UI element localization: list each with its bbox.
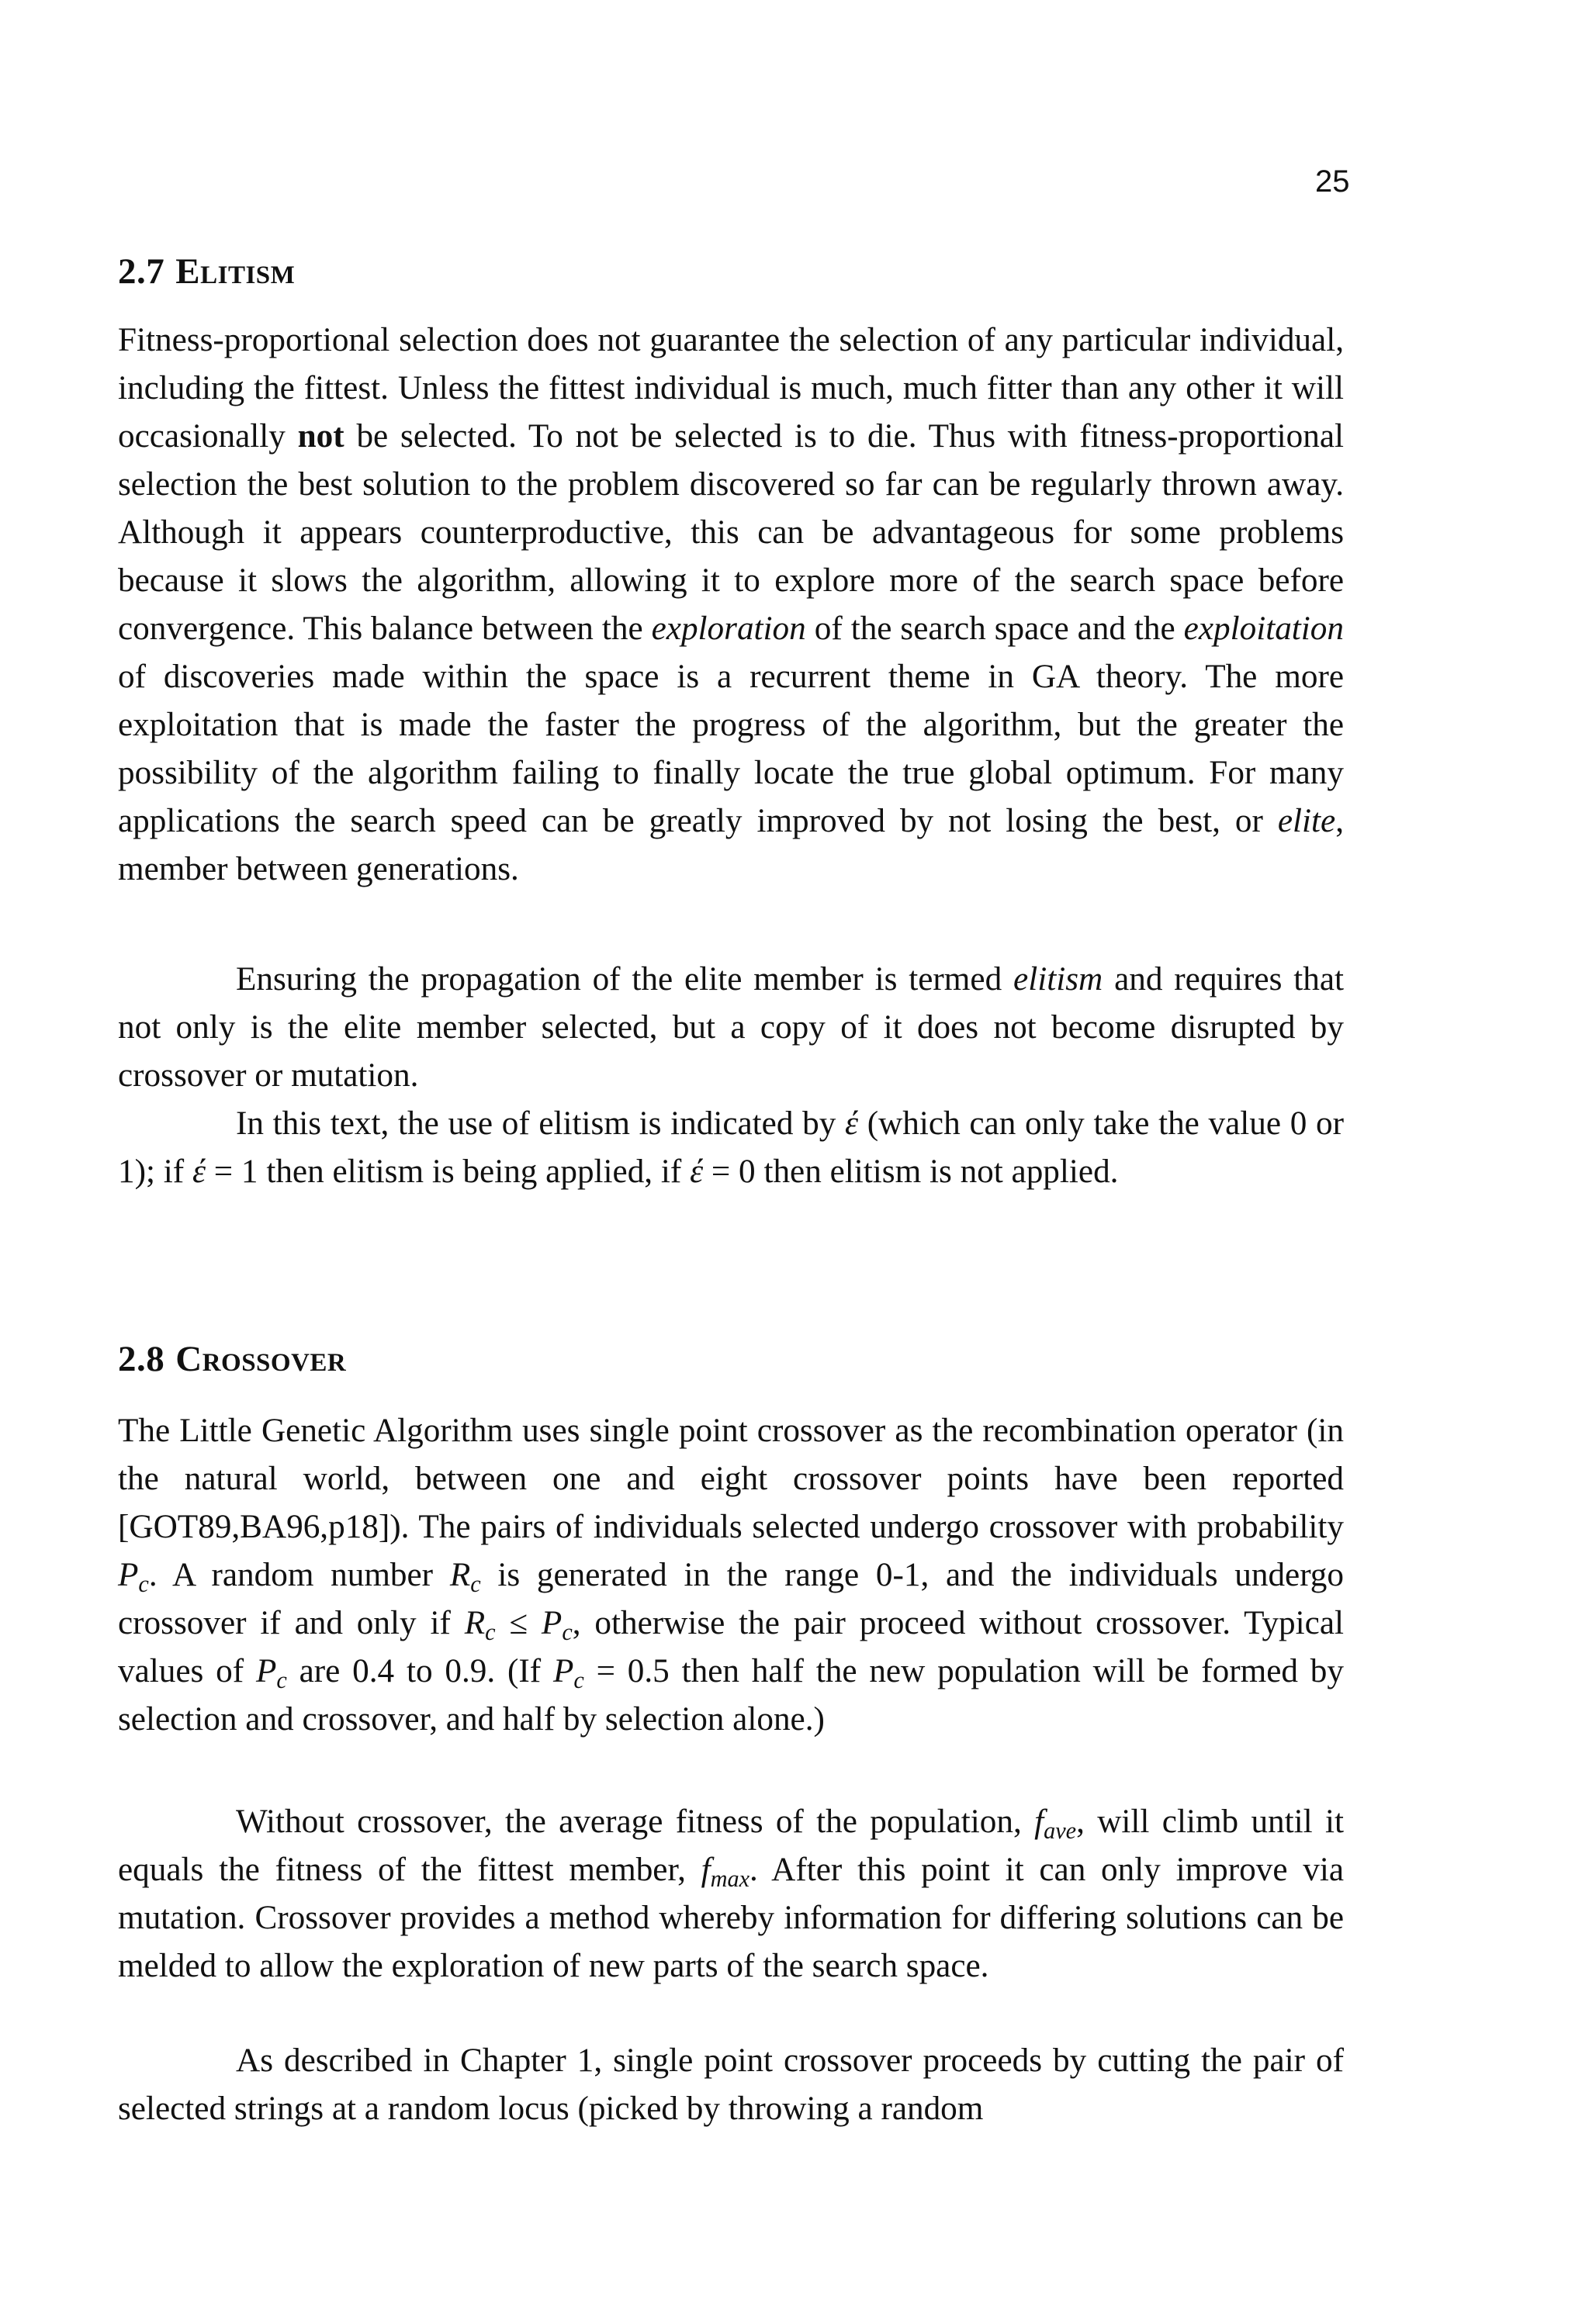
text-run: and requires that not only is the elite member selected, but a copy of it does not become disrupted by crossover or mutation. <box>118 961 1344 1094</box>
section-title: Elitism <box>175 251 296 292</box>
text-run: of discoveries made within the space is a recurrent theme in GA theory. The more exploitation that is made the faster the progress of the algorithm, but the greater the possibility of the algorithm failing to finally locate the true global optimum. For many applications the search speed can be greatly improved by not losing the best, or <box>118 659 1344 839</box>
page-number: 25 <box>1315 164 1350 199</box>
paragraph-crossover-2 <box>118 1798 1344 1990</box>
section-number: 2.8 <box>118 1339 165 1379</box>
text-run: , member between generations. <box>118 803 1344 887</box>
italic-term: exploration <box>651 610 806 647</box>
paragraph-crossover-3 <box>118 2037 1344 2133</box>
section-title: Crossover <box>175 1339 347 1379</box>
text-run: be selected. To not be selected is to die. Thus with fitness-proportional selection the best solution to the problem discovered so far can be regularly thrown away. Although it appears counterproductive, this can be advantageous for some problems because it slows the algorithm, allowing it to explore more of the search space before convergence. This balance between the <box>118 418 1344 647</box>
text-run: Fitness-proportional selection does not guarantee the selection of any particular individual, including the fittest. Unless the fittest individual is much, much fitter than any other it will occasionally <box>118 322 1344 455</box>
italic-term: elite <box>1277 803 1336 839</box>
subscript-c: c <box>573 1667 584 1693</box>
symbol-r: R <box>449 1557 471 1593</box>
paragraph-elitism-3 <box>118 1100 1344 1196</box>
text-run: of the search space and the <box>805 610 1184 647</box>
text-run: are 0.4 to 0.9. (If <box>286 1653 553 1689</box>
text-run: (which can only take the value 0 or 1); if <box>118 1105 1345 1190</box>
elitism-symbol: έ <box>192 1153 206 1190</box>
elitism-symbol: έ <box>845 1105 859 1142</box>
subscript-c: c <box>562 1619 573 1645</box>
symbol-r: R <box>464 1605 486 1641</box>
text-run: is generated in the range 0-1, and the individuals undergo crossover if and only if <box>118 1557 1344 1641</box>
text-run: As described in Chapter 1, single point crossover proceeds by cutting the pair of selected strings at a random locus (picked by throwing a random <box>118 2042 1344 2127</box>
section-heading-crossover <box>118 1337 346 1381</box>
subscript-c: c <box>485 1619 496 1645</box>
paragraph-crossover-1 <box>118 1407 1344 1744</box>
paragraph-elitism-1 <box>118 316 1344 894</box>
text-run: In this text, the use of elitism is indicated by <box>236 1105 846 1142</box>
subscript-ave: ave <box>1044 1817 1077 1844</box>
text-run: . After this point it can only improve via mutation. Crossover provides a method whereby information for differing solutions can be melded to allow the exploration of new parts of the search space. <box>118 1852 1344 1984</box>
subscript-c: c <box>138 1571 149 1597</box>
symbol-p: P <box>552 1653 574 1689</box>
text-run: ≤ <box>495 1605 542 1641</box>
paragraph-elitism-2 <box>118 956 1344 1100</box>
italic-term: exploitation <box>1183 610 1344 647</box>
symbol-p: P <box>541 1605 563 1641</box>
subscript-c: c <box>470 1571 481 1597</box>
text-run: , otherwise the pair proceed without crossover. Typical values of <box>118 1605 1344 1689</box>
section-number: 2.7 <box>118 251 165 292</box>
text-run: = 1 then elitism is being applied, if <box>205 1153 691 1190</box>
text-run: = 0 then elitism is not applied. <box>703 1153 1119 1190</box>
symbol-f: f <box>1034 1804 1044 1840</box>
italic-term: elitism <box>1013 961 1103 998</box>
subscript-c: c <box>276 1667 287 1693</box>
text-run: The Little Genetic Algorithm uses single point crossover as the recombination operator (in the natural world, between one and eight crossover points have been reported [GOT89,BA96,p18]). The pairs of individuals selected undergo crossover with probability <box>118 1413 1344 1545</box>
symbol-p: P <box>255 1653 277 1689</box>
elitism-symbol: έ <box>690 1153 704 1190</box>
text-run: Without crossover, the average fitness of the population, <box>236 1804 1035 1840</box>
text-run: . A random number <box>148 1557 450 1593</box>
text-run: = 0.5 then half the new population will be formed by selection and crossover, and half by selection alone.) <box>118 1653 1344 1738</box>
bold-term: not <box>297 418 344 455</box>
symbol-f: f <box>701 1852 711 1888</box>
text-run: , will climb until it equals the fitness of the fittest member, <box>118 1804 1344 1888</box>
section-heading-elitism <box>118 250 295 293</box>
subscript-max: max <box>710 1866 750 1892</box>
text-run: Ensuring the propagation of the elite member is termed <box>236 961 1014 998</box>
symbol-p: P <box>118 1557 139 1593</box>
